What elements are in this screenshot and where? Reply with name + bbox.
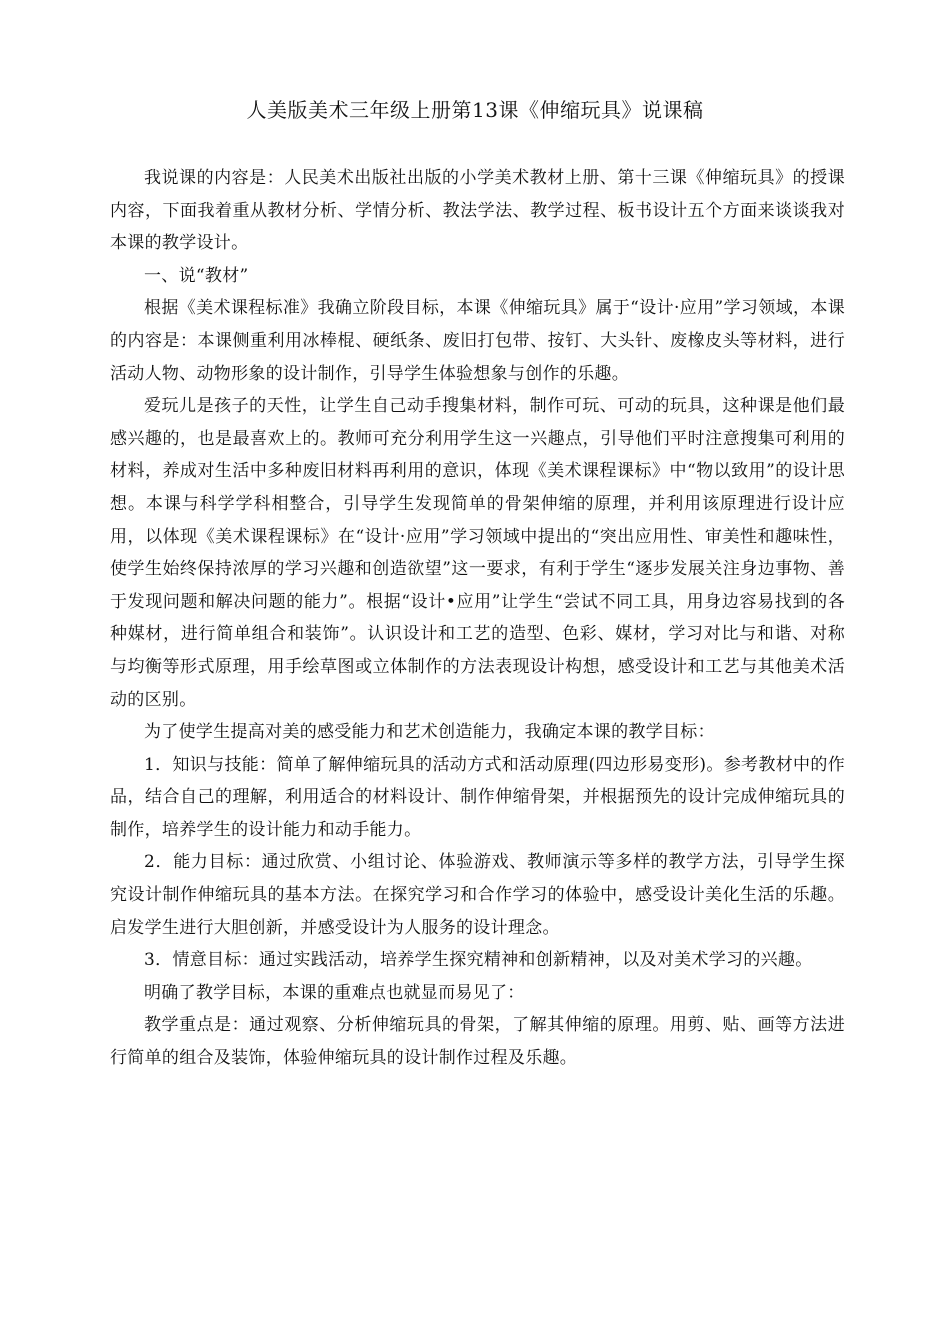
- paragraph-interest: 爱玩儿是孩子的天性，让学生自己动手搜集材料，制作可玩、可动的玩具，这种课是他们最感兴趣的，也是最喜欢上的。教师可充分利用学生这一兴趣点，引导他们平时注意搜集可利用的材料，养成对生活中多种废旧材料再利用的意识，体现《美术课程课标》中“物以致用”的设计思想。本课与科学学科相整合，引导学生发现简单的骨架伸缩的原理，并利用该原理进行设计应用，以体现《美术课程课标》在“设计·应用”学习领域中提出的“突出应用性、审美性和趣味性，使学生始终保持浓厚的学习兴趣和创造欲望”这一要求，有利于学生“逐步发展关注身边事物、善于发现问题和解决问题的能力”。根据“设计•应用”让学生“尝试不同工具，用身边容易找到的各种媒材，进行简单组合和装饰”。认识设计和工艺的造型、色彩、媒材，学习对比与和谐、对称与均衡等形式原理，用手绘草图或立体制作的方法表现设计构想，感受设计和工艺与其他美术活动的区别。: [110, 396, 845, 710]
- paragraph-intro: 我说课的内容是：人民美术出版社出版的小学美术教材上册、第十三课《伸缩玩具》的授课内容，下面我着重从教材分析、学情分析、教法学法、教学过程、板书设计五个方面来谈谈我对本课的教学设计。: [110, 168, 845, 254]
- paragraph-goals-intro: 为了使学生提高对美的感受能力和艺术创造能力，我确定本课的教学目标：: [144, 722, 715, 743]
- paragraph-goal-emotion: 3．情意目标：通过实践活动，培养学生探究精神和创新精神，以及对美术学习的兴趣。: [144, 950, 813, 971]
- section-heading-textbook: 一、说“教材”: [144, 265, 249, 286]
- paragraph-teaching-focus: 教学重点是：通过观察、分析伸缩玩具的骨架，了解其伸缩的原理。用剪、贴、画等方法进行简单的组合及装饰，体验伸缩玩具的设计制作过程及乐趣。: [110, 1015, 845, 1069]
- paragraph-standards: 根据《美术课程标准》我确立阶段目标，本课《伸缩玩具》属于“设计·应用”学习领域，本课的内容是：本课侧重利用冰棒棍、硬纸条、废旧打包带、按钉、大头针、废橡皮头等材料，进行活动人物、动物形象的设计制作，引导学生体验想象与创作的乐趣。: [110, 298, 845, 384]
- paragraph-goal-ability: 2．能力目标：通过欣赏、小组讨论、体验游戏、教师演示等多样的教学方法，引导学生探究设计制作伸缩玩具的基本方法。在探究学习和合作学习的体验中，感受设计美化生活的乐趣。启发学生进行大胆创新，并感受设计为人服务的设计理念。: [110, 852, 845, 938]
- paragraph-key-points-intro: 明确了教学目标，本课的重难点也就显而易见了：: [144, 982, 525, 1003]
- paragraph-goal-knowledge: 1．知识与技能：简单了解伸缩玩具的活动方式和活动原理(四边形易变形)。参考教材中的作品，结合自己的理解，利用适合的材料设计、制作伸缩骨架，并根据预先的设计完成伸缩玩具的制作，培养学生的设计能力和动手能力。: [110, 754, 845, 840]
- document-body: [110, 162, 845, 1075]
- document-title: 人美版美术三年级上册第13课《伸缩玩具》说课稿: [246, 98, 704, 122]
